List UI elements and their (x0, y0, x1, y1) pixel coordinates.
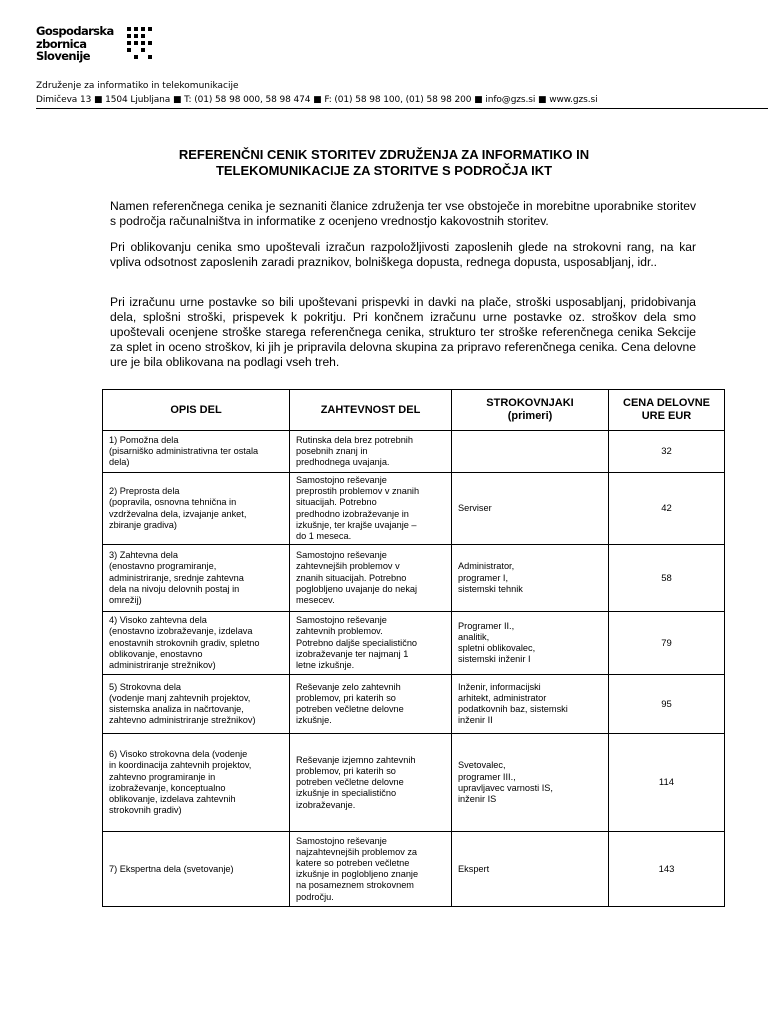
cell-strokovnjaki: Inženir, informacijski arhitekt, administrator podatkovnih baz, sistemski inženir II (452, 675, 609, 734)
cell-cena: 143 (609, 832, 725, 907)
cell-cena: 95 (609, 675, 725, 734)
document-title: REFERENČNI CENIK STORITEV ZDRUŽENJA ZA INFORMATIKO IN TELEKOMUNIKACIJE ZA STORITVE S PODROČJA IKT (178, 147, 590, 178)
cell-zahtevnost: Samostojno reševanje zahtevnih problemov. Potrebno dalјše specialistično izobraževanje ter najmanj 1 letne izkušnje. (290, 612, 452, 675)
intro-paragraph-1: Namen referenčnega cenika je seznaniti članice združenja ter vse obstoječe in morebitne uporabnike storitev s področja računalništva in informatike z ocenjeno vrednostjo kakovostnih storitev. (110, 199, 696, 228)
cell-cena: 58 (609, 545, 725, 612)
header-cena: CENA DELOVNE URE EUR (609, 390, 725, 431)
cell-opis: 3) Zahtevna dela (enostavno programiranje, administriranje, srednje zahtevna dela na nivoju delovnih postaj in omrežij) (103, 545, 290, 612)
header-strokovnjaki: STROKOVNJAKI (primeri) (452, 390, 609, 431)
logo-line-1: Gospodarska (36, 24, 114, 38)
cell-zahtevnost: Reševanje zelo zahtevnih problemov, pri katerih so potreben večletne delovne izkušnje. (290, 675, 452, 734)
intro-paragraph-3: Pri izračunu urne postavke so bili upoštevani prispevki in davki na plače, stroški usposabljanj, pridobivanja dela, splošni stroški, prispevek k pokritju. Pri končnem izračunu urne postavke oz. stroškov dela smo upoštevali ocenjene stroške starega referenčnega cenika, strukturo ter stroške referenčnega cenika Sekcije za splet in oceno stroškov, ki jih je pripravila delovna skupina za pripravo referenčnega cenika. Cena delovne ure je bila oblikovana na podlagi vseh treh. (110, 295, 696, 369)
table-row (103, 431, 725, 473)
cell-opis: 7) Ekspertna dela (svetovanje) (103, 832, 290, 907)
cell-opis: 5) Strokovna dela (vodenje manj zahtevnih projektov, sistemska analiza in načrtovanje, zahtevno administriranje strežnikov) (103, 675, 290, 734)
cell-strokovnjaki: Svetovalec, programer III., upravljavec varnosti IS, inženir IS (452, 734, 609, 832)
cell-strokovnjaki: Administrator, programer I, sistemski tehnik (452, 545, 609, 612)
header-divider (36, 108, 768, 109)
cell-zahtevnost: Samostojno reševanje preprostih problemov v znanih situacijah. Potrebno predhodno izobraževanje in izkušnje, ter krajše uvajanje – do 1 meseca. (290, 473, 452, 545)
table-row (103, 545, 725, 612)
cell-opis: 2) Preprosta dela (popravila, osnovna tehnična in vzdrževalna dela, izvajanje anket, zbiranje gradiva) (103, 473, 290, 545)
cell-strokovnjaki: Programer II., analitik, spletni oblikovalec, sistemski inženir I (452, 612, 609, 675)
contact-address: Dimičeva 13 ■ 1504 Ljubljana ■ T: (01) 58 98 000, 58 98 474 ■ F: (01) 58 98 100, (01) 58 98 200 ■ info@gzs.si ■ www.gzs.si (36, 95, 598, 105)
cell-cena: 114 (609, 734, 725, 832)
header-opis-del: OPIS DEL (103, 390, 290, 431)
cell-cena: 79 (609, 612, 725, 675)
logo-line-3: Slovenije (36, 49, 90, 63)
cell-strokovnjaki: Serviser (452, 473, 609, 545)
cell-zahtevnost: Samostojno reševanje zahtevnejših problemov v znanih situacijah. Potrebno poglobljeno uvajanje do nekaj mesecev. (290, 545, 452, 612)
cell-strokovnjaki (452, 431, 609, 473)
association-name: Združenje za informatiko in telekomunikacije (36, 81, 239, 91)
cell-strokovnjaki: Ekspert (452, 832, 609, 907)
logo-line-2: zbornica (36, 36, 87, 51)
gzs-logo (36, 25, 156, 75)
table-row (103, 734, 725, 832)
header-zahtevnost-del: ZAHTEVNOST DEL (290, 390, 452, 431)
table-row (103, 612, 725, 675)
intro-paragraph-2: Pri oblikovanju cenika smo upoštevali izračun razpoložljivosti zaposlenih glede na strokovni rang, na kar vpliva odsotnost zaposlenih zaradi praznikov, bolniškega dopusta, rednega dopusta, usposabljanj, idr.. (110, 240, 696, 269)
table-row (103, 675, 725, 734)
cell-opis: 1) Pomožna dela (pisarniško administrativna ter ostala dela) (103, 431, 290, 473)
table-row (103, 473, 725, 545)
cell-opis: 6) Visoko strokovna dela (vodenje in koordinacija zahtevnih projektov, zahtevno programiranje in izobraževanje, konceptualno oblikovanje, izdelava zahtevnih strokovnih gradiv) (103, 734, 290, 832)
cell-zahtevnost: Rutinska dela brez potrebnih posebnih znanj in predhodnega uvajanja. (290, 431, 452, 473)
cell-opis: 4) Visoko zahtevna dela (enostavno izobraževanje, izdelava enostavnih strokovnih gradiv, spletno oblikovanje, enostavno administriranje strežnikov) (103, 612, 290, 675)
table-header-row (103, 390, 725, 431)
cell-zahtevnost: Samostojno reševanje najzahtevnejših problemov za katere so potreben večletne izkušnje in poglobljeno znanje na posameznem strokovnem področju. (290, 832, 452, 907)
price-table (102, 389, 725, 907)
logo-wordmark (36, 25, 114, 63)
cell-cena: 32 (609, 431, 725, 473)
cell-zahtevnost: Reševanje izjemno zahtevnih problemov, pri katerih so potreben večletne delovne izkušnje in specialistično izobraževanje. (290, 734, 452, 832)
cell-cena: 42 (609, 473, 725, 545)
logo-dot-grid-icon (126, 26, 154, 60)
table-row (103, 832, 725, 907)
